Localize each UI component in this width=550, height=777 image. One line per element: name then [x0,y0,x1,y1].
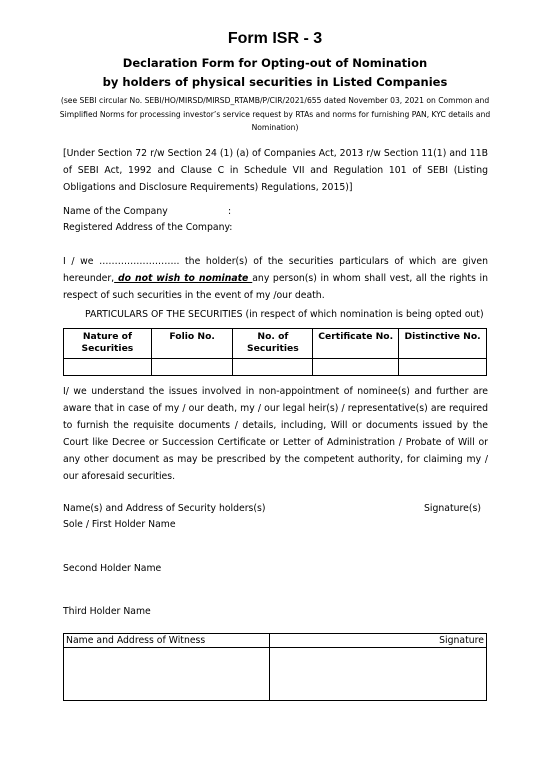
opt-out-emphasis: do not wish to nominate [114,273,253,284]
witness-name-cell[interactable] [64,648,270,701]
col-distinctive-no: Distinctive No. [399,329,487,359]
col-nature-of-securities: Nature of Securities [64,329,152,359]
witness-header-row [64,634,487,648]
distinctive-no-cell[interactable] [399,359,487,376]
circular-note: (see SEBI circular No. SEBI/HO/MIRSD/MIRSD_RTAMB/P/CIR/2021/655 dated November 03, 2021 on Common and Simplified Norms for processing investor’s service request by RTAs and norms for furnishing PAN, KYC details and Nomination) [59,96,491,132]
table-row [64,359,487,376]
col-no-of-securities: No. of Securities [233,329,313,359]
form-subtitle-line1: Declaration Form for Opting-out of Nomination [122,56,428,70]
form-subtitle-line2: by holders of physical securities in Listed Companies [102,75,448,89]
certificate-no-cell[interactable] [313,359,399,376]
no-of-securities-cell[interactable] [233,359,313,376]
signature-label: Signature(s) [424,503,481,514]
securities-table [63,328,487,376]
form-title: Form ISR - 3 [227,30,323,47]
holders-heading: Name(s) and Address of Security holders(s) [63,503,266,514]
first-holder-label: Sole / First Holder Name [63,519,176,530]
second-holder-label: Second Holder Name [63,563,162,574]
third-holder-label: Third Holder Name [63,606,151,617]
declaration-part1: I / we …………………….. the holder(s) of the securities particulars of which are given hereunder, [63,256,488,284]
company-name-label: Name of the Company [63,206,168,217]
col-certificate-no: Certificate No. [313,329,399,359]
nature-of-securities-cell[interactable] [64,359,152,376]
securities-heading: PARTICULARS OF THE SECURITIES (in respect of which nomination is being opted out) [85,309,484,320]
company-name-colon: : [228,206,232,217]
securities-header-row [64,329,487,359]
understanding-statement: I/ we understand the issues involved in non-appointment of nominee(s) and further are aware that in case of my / our death, my / our legal heir(s) / representative(s) are required to furnish the requisite documents / details, including, Will or documents issued by the Court like Decree or Succession Certificate or Letter of Administration / Probate of Will or any other document as may be prescribed by the competent authority, for claiming my / our aforesaid securities. [63,386,488,482]
legal-basis: [Under Section 72 r/w Section 24 (1) (a) of Companies Act, 2013 r/w Section 11(1) and 11B of SEBI Act, 1992 and Clause C in Schedule VII and Regulation 101 of SEBI (Listing Obligations and Disclosure Requirements) Regulations, 2015)] [63,148,488,193]
declaration-part2: any person(s) in whom shall vest, all the rights in respect of such securities in the event of my /our death. [63,273,488,301]
declaration-statement [63,253,488,304]
witness-signature-cell[interactable] [269,648,487,701]
witness-table [63,633,487,701]
company-address-label: Registered Address of the Company: [63,222,233,233]
witness-signature-header: Signature [269,634,487,648]
folio-no-cell[interactable] [151,359,233,376]
table-row [64,648,487,701]
col-folio-no: Folio No. [151,329,233,359]
witness-name-header: Name and Address of Witness [64,634,270,648]
